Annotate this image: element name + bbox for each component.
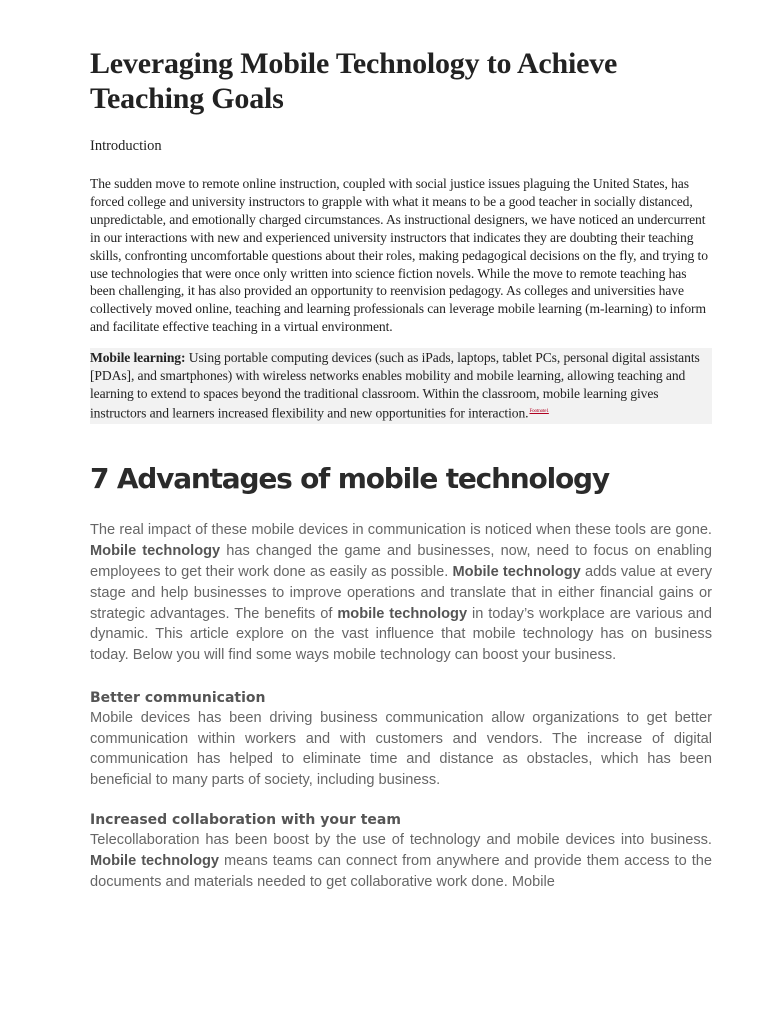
benefit-text: Mobile devices has been driving business communication allow organizations to get better communication within workers and with customers and vendors. The increase of digital communication has helped to eliminate time and distance as obstacles, which has been beneficial to many parts of society, including business.: [90, 709, 712, 789]
benefit-title: Better communication: [90, 689, 266, 706]
intro-text-2: has changed the game and businesses, now, need to focus on enabling employees to get their work done as easily as possible.: [90, 543, 713, 580]
advantages-heading: 7 Advantages of mobile technology: [90, 462, 609, 496]
definition-text: Using portable computing devices (such as iPads, laptops, tablet PCs, personal digital assistants [PDAs], and smartphones) with wireless networks enables mobility and mobile learning, allowing teaching and learning to extend to spaces beyond the traditional classroom. Within the classroom, mobile learning gives instructors and learners increased flexibility and new opportunities for interaction.: [90, 350, 700, 421]
benefit-text: [90, 830, 712, 892]
intro-bold-2: Mobile technology: [452, 563, 581, 580]
intro-text-1: The real impact of these mobile devices in communication is noticed when these tools are gone.: [90, 522, 712, 539]
benefit-text-before: Telecollaboration has been boost by the use of technology and mobile devices into business.: [90, 832, 712, 849]
document-page: [90, 46, 712, 892]
definition-term: Mobile learning:: [90, 350, 186, 366]
intro-bold-1: Mobile technology: [90, 543, 221, 560]
mobile-learning-definition-box: [90, 348, 712, 424]
benefit-increased-collaboration: [90, 810, 712, 892]
article-title: Leveraging Mobile Technology to Achieve Teaching Goals: [90, 47, 618, 115]
benefit-title: Increased collaboration with your team: [90, 812, 401, 829]
intro-text-3: adds value at every stage and help businesses to improve operations and translate that in either financial gains or strategic advantages. The benefits of: [90, 563, 712, 622]
intro-text-4: in today’s workplace are various and dynamic. This article explore on the vast influence that mobile technology has on business today. Below you will find some ways mobile technology can boost your business.: [90, 605, 712, 664]
benefit-text-bold: Mobile technology: [90, 852, 220, 869]
footnote-link[interactable]: Footnote1: [529, 408, 549, 414]
intro-bold-3: mobile technology: [337, 605, 468, 622]
benefit-text-after: means teams can connect from anywhere and provide them access to the documents and materials needed to get collaborative work done. Mobile: [90, 852, 712, 890]
introduction-paragraph: The sudden move to remote online instruction, coupled with social justice issues plaguing the United States, has forced college and university instructors to grapple with what it means to be a good teacher in socially distanced, unpredictable, and emotionally charged circumstances. As instructional designers, we have noticed an undercurrent in our interactions with new and experienced university instructors that indicates they are doubting their teaching skills, confronting uncomfortable questions about their roles, making pedagogical decisions on the fly, and trying to use technologies that were once only written into science fiction novels. While the move to remote teaching has been challenging, it has also provided an opportunity to reenvision pedagogy. As colleges and universities have collectively moved online, teaching and learning professionals can leverage mobile learning (m-learning) to inform and facilitate effective teaching in a virtual environment.: [90, 176, 708, 335]
benefit-better-communication: [90, 688, 712, 791]
advantages-intro-paragraph: [90, 520, 712, 666]
introduction-label: Introduction: [90, 138, 162, 154]
